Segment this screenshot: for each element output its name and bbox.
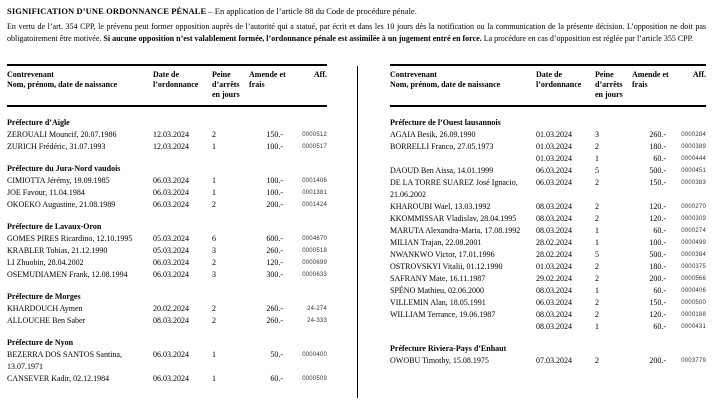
page-title	[7, 5, 706, 17]
table-row	[7, 129, 327, 141]
prefecture-section-title: Préfecture de Morges	[7, 292, 81, 301]
contrevenant-cell: OWOBU Timothy, 15.08.1975	[390, 356, 489, 365]
notice-title-suffix: – En application de l’article 88 du Code de procédure pénale.	[206, 6, 417, 16]
header-amende: Amende et frais	[249, 70, 286, 89]
table-row	[7, 315, 327, 327]
aff-number-cell: 0000389	[681, 144, 706, 150]
table-row	[390, 225, 706, 237]
right-table	[390, 64, 706, 367]
date-ordonnance-cell: 08.03.2024	[536, 310, 572, 319]
peine-arrets-cell: 1	[595, 154, 599, 163]
peine-arrets-cell: 1	[595, 238, 599, 247]
aff-number-cell: 0000633	[302, 272, 327, 278]
contrevenant-cell: JOE Favour, 11.04.1984	[7, 188, 85, 197]
header-date: Date de l’ordonnance	[153, 70, 199, 89]
date-ordonnance-cell: 29.02.2024	[536, 274, 572, 283]
header-peine: Peine d’arrêts en jours	[595, 70, 623, 99]
aff-number-cell: 0000512	[302, 132, 327, 138]
aff-number-cell: 0000188	[681, 312, 706, 318]
prefecture-section-title: Préfecture de l’Ouest lausannois	[390, 118, 501, 127]
contrevenant-cell: WILLIAM Terrance, 19.06.1987	[390, 310, 496, 319]
aff-number-cell: 0000270	[681, 204, 706, 210]
date-ordonnance-cell: 06.03.2024	[153, 350, 189, 359]
amende-frais-cell: 120.-	[649, 310, 666, 319]
contrevenant-cell: SAFRANY Mate, 16.11.1987	[390, 274, 486, 283]
header-aff: Aff.	[313, 70, 327, 79]
peine-arrets-cell: 2	[212, 316, 216, 325]
aff-number-cell: 0000566	[681, 276, 706, 282]
contrevenant-cell: SPÉNO Mathieu, 02.06.2000	[390, 286, 484, 295]
table-row	[7, 141, 327, 153]
contrevenant-cell: DE LA TORRE SUAREZ José Ignacio, 21.06.2002	[390, 178, 518, 199]
legal-intro-paragraph	[7, 21, 706, 44]
peine-arrets-cell: 2	[595, 262, 599, 271]
contrevenant-cell: BORRELLI Franco, 27.05.1973	[390, 142, 494, 151]
table-row	[7, 245, 327, 257]
prefecture-section-title: Préfecture Riviera-Pays d’Enhaut	[390, 344, 507, 353]
contrevenant-cell: NWANKWO Victor, 17.01.1996	[390, 250, 495, 259]
aff-number-cell: 0001381	[302, 190, 327, 196]
amende-frais-cell: 200.-	[266, 200, 283, 209]
contrevenant-cell: MILIAN Trajan, 22.08.2001	[390, 238, 482, 247]
intro-text-1: En vertu de l’art. 354 CPP, le prévenu peut former opposition auprès de l’autorité qui a statué, par écrit et dans les 10 jours dès la notification ou la communication de la présente décision. L’opposition ne doit pas obligatoirement être motivée.	[7, 22, 706, 43]
date-ordonnance-cell: 01.03.2024	[536, 154, 572, 163]
table-row	[390, 201, 706, 213]
peine-arrets-cell: 2	[595, 178, 599, 187]
date-ordonnance-cell: 06.03.2024	[153, 374, 189, 383]
amende-frais-cell: 200.-	[649, 356, 666, 365]
peine-arrets-cell: 2	[212, 130, 216, 139]
contrevenant-cell: MARUTA Alexandra-Maria, 17.08.1992	[390, 226, 521, 235]
contrevenant-cell: KHARDOUCH Aymen	[7, 304, 83, 313]
table-row	[7, 175, 327, 187]
table-row	[7, 233, 327, 245]
amende-frais-cell: 60.-	[653, 322, 666, 331]
aff-number-cell: 0000499	[681, 240, 706, 246]
amende-frais-cell: 260.-	[266, 316, 283, 325]
header-contrevenant-line1: Contrevenant	[390, 70, 437, 79]
table-row	[7, 269, 327, 281]
peine-arrets-cell: 3	[595, 130, 599, 139]
table-row	[390, 153, 706, 165]
contrevenant-cell: KRABLER Tobias, 21.12.1990	[7, 246, 108, 255]
aff-number-cell: 0000309	[681, 216, 706, 222]
amende-frais-cell: 120.-	[649, 214, 666, 223]
table-row	[7, 303, 327, 315]
table-row	[390, 355, 706, 367]
amende-frais-cell: 180.-	[649, 142, 666, 151]
table-row	[390, 273, 706, 285]
table-row	[390, 249, 706, 261]
date-ordonnance-cell: 08.03.2024	[536, 226, 572, 235]
contrevenant-cell: ZEROUALI Mouncif, 20.07.1986	[7, 130, 117, 139]
header-aff: Aff.	[692, 70, 706, 79]
amende-frais-cell: 200.-	[649, 274, 666, 283]
table-row	[390, 237, 706, 249]
amende-frais-cell: 120.-	[649, 202, 666, 211]
header-date: Date de l’ordonnance	[536, 70, 582, 89]
contrevenant-cell: KKOMMISSAR Vladislav, 28.04.1995	[390, 214, 517, 223]
date-ordonnance-cell: 28.02.2024	[536, 250, 572, 259]
date-ordonnance-cell: 07.03.2024	[536, 356, 572, 365]
header-contrevenant-line2: Nom, prénom, date de naissance	[7, 80, 118, 89]
date-ordonnance-cell: 08.03.2024	[153, 316, 189, 325]
peine-arrets-cell: 1	[212, 142, 216, 151]
aff-number-cell: 0000518	[302, 248, 327, 254]
amende-frais-cell: 60.-	[270, 374, 283, 383]
date-ordonnance-cell: 28.02.2024	[536, 238, 572, 247]
table-row	[7, 349, 327, 373]
amende-frais-cell: 260.-	[266, 304, 283, 313]
notice-title: SIGNIFICATION D’UNE ORDONNANCE PÉNALE	[7, 6, 207, 16]
aff-number-cell: 0000431	[681, 324, 706, 330]
aff-number-cell: 24-333	[307, 318, 327, 324]
intro-text-bold: Si aucune opposition n’est valablement formée, l’ordonnance pénale est assimilée à un jugement entré en force.	[103, 33, 482, 43]
table-row	[7, 257, 327, 269]
tables-area	[0, 64, 713, 408]
prefecture-section-title: Préfecture de Nyon	[7, 338, 74, 347]
table-row	[390, 165, 706, 177]
date-ordonnance-cell: 06.03.2024	[536, 178, 572, 187]
left-table	[7, 64, 327, 385]
aff-number-cell: 0000500	[681, 300, 706, 306]
amende-frais-cell: 180.-	[649, 262, 666, 271]
table-row	[390, 129, 706, 141]
date-ordonnance-cell: 01.03.2024	[536, 130, 572, 139]
peine-arrets-cell: 2	[595, 202, 599, 211]
date-ordonnance-cell: 01.03.2024	[536, 142, 572, 151]
peine-arrets-cell: 2	[212, 200, 216, 209]
aff-number-cell: 0000699	[302, 260, 327, 266]
contrevenant-cell: VILLEMIN Alan, 18.05.1991	[390, 298, 486, 307]
amende-frais-cell: 260.-	[649, 130, 666, 139]
contrevenant-cell: BEZERRA DOS SANTOS Santina, 13.07.1971	[7, 350, 122, 371]
date-ordonnance-cell: 05.03.2024	[153, 246, 189, 255]
date-ordonnance-cell: 08.03.2024	[536, 214, 572, 223]
contrevenant-cell: AGAIA Besik, 26.09.1990	[390, 130, 476, 139]
date-ordonnance-cell: 01.03.2024	[536, 262, 572, 271]
date-ordonnance-cell: 08.03.2024	[536, 322, 572, 331]
amende-frais-cell: 150.-	[649, 178, 666, 187]
date-ordonnance-cell: 08.03.2024	[536, 286, 572, 295]
date-ordonnance-cell: 06.03.2024	[153, 258, 189, 267]
peine-arrets-cell: 3	[212, 270, 216, 279]
table-row	[390, 141, 706, 153]
aff-number-cell: 24-274	[307, 306, 327, 312]
contrevenant-cell: LI Zhuobin, 28.04.2002	[7, 258, 84, 267]
peine-arrets-cell: 6	[212, 234, 216, 243]
date-ordonnance-cell: 06.03.2024	[153, 176, 189, 185]
intro-text-2: La procédure en cas d’opposition est réglée par l’article 355 CPP.	[481, 33, 694, 43]
table-row	[390, 297, 706, 309]
table-row	[390, 309, 706, 321]
date-ordonnance-cell: 20.02.2024	[153, 304, 189, 313]
right-table-body	[390, 117, 706, 367]
peine-arrets-cell: 1	[212, 176, 216, 185]
peine-arrets-cell: 1	[212, 350, 216, 359]
aff-number-cell: 0000383	[681, 180, 706, 186]
contrevenant-cell: GOMES PIRES Ricardino, 12.10.1995	[7, 234, 133, 243]
date-ordonnance-cell: 12.03.2024	[153, 130, 189, 139]
aff-number-cell: 0001406	[302, 178, 327, 184]
peine-arrets-cell: 2	[595, 274, 599, 283]
amende-frais-cell: 100.-	[649, 238, 666, 247]
amende-frais-cell: 120.-	[266, 258, 283, 267]
amende-frais-cell: 100.-	[266, 142, 283, 151]
left-table-body	[7, 117, 327, 385]
amende-frais-cell: 500.-	[649, 250, 666, 259]
contrevenant-cell: OKOEKO Augustine, 21.08.1989	[7, 200, 116, 209]
amende-frais-cell: 100.-	[266, 188, 283, 197]
contrevenant-cell: KHAROUBI Wael, 13.03.1992	[390, 202, 491, 211]
aff-number-cell: 0000384	[681, 252, 706, 258]
header-contrevenant-line1: Contrevenant	[7, 70, 54, 79]
peine-arrets-cell: 2	[595, 356, 599, 365]
left-table-header	[7, 64, 327, 107]
peine-arrets-cell: 1	[212, 188, 216, 197]
date-ordonnance-cell: 06.03.2024	[153, 200, 189, 209]
peine-arrets-cell: 3	[212, 246, 216, 255]
aff-number-cell: 0000274	[681, 228, 706, 234]
prefecture-section-title: Préfecture du Jura-Nord vaudois	[7, 164, 121, 173]
amende-frais-cell: 50.-	[270, 350, 283, 359]
header-contrevenant	[7, 70, 153, 100]
header-contrevenant	[390, 70, 536, 100]
peine-arrets-cell: 2	[595, 310, 599, 319]
aff-number-cell: 0000375	[681, 264, 706, 270]
aff-number-cell: 0000509	[302, 376, 327, 382]
date-ordonnance-cell: 05.03.2024	[153, 234, 189, 243]
peine-arrets-cell: 1	[595, 286, 599, 295]
table-row	[390, 213, 706, 225]
peine-arrets-cell: 5	[595, 250, 599, 259]
table-row	[7, 187, 327, 199]
date-ordonnance-cell: 12.03.2024	[153, 142, 189, 151]
peine-arrets-cell: 2	[595, 214, 599, 223]
aff-number-cell: 0000444	[681, 156, 706, 162]
peine-arrets-cell: 2	[212, 304, 216, 313]
amende-frais-cell: 60.-	[653, 226, 666, 235]
table-row	[390, 285, 706, 297]
prefecture-section-title: Préfecture de Lavaux-Oron	[7, 222, 102, 231]
contrevenant-cell: ALLOUCHE Ben Saber	[7, 316, 86, 325]
aff-number-cell: 0000406	[681, 288, 706, 294]
aff-number-cell: 0003779	[681, 358, 706, 364]
amende-frais-cell: 60.-	[653, 286, 666, 295]
table-row	[390, 177, 706, 201]
table-row	[390, 261, 706, 273]
date-ordonnance-cell: 06.03.2024	[153, 270, 189, 279]
header-amende: Amende et frais	[632, 70, 669, 89]
amende-frais-cell: 60.-	[653, 154, 666, 163]
contrevenant-cell: OSEMUDIAMEN Frank, 12.08.1994	[7, 270, 128, 279]
table-row	[390, 321, 706, 333]
amende-frais-cell: 260.-	[266, 246, 283, 255]
peine-arrets-cell: 2	[595, 298, 599, 307]
contrevenant-cell: DAOUD Ben Aissa, 14.01.1999	[390, 166, 494, 175]
contrevenant-cell: CANSEVER Kadir, 02.12.1984	[7, 374, 110, 383]
prefecture-section-title: Préfecture d’Aigle	[7, 118, 70, 127]
amende-frais-cell: 600.-	[266, 234, 283, 243]
date-ordonnance-cell: 06.03.2024	[153, 188, 189, 197]
contrevenant-cell: OSTROVSKYI Vitalii, 01.12.1990	[390, 262, 503, 271]
amende-frais-cell: 150.-	[266, 130, 283, 139]
aff-number-cell: 0000284	[681, 132, 706, 138]
aff-number-cell: 0004670	[302, 236, 327, 242]
peine-arrets-cell: 2	[212, 258, 216, 267]
aff-number-cell: 0000400	[302, 352, 327, 358]
aff-number-cell: 0001424	[302, 202, 327, 208]
peine-arrets-cell: 1	[212, 374, 216, 383]
amende-frais-cell: 300.-	[266, 270, 283, 279]
amende-frais-cell: 100.-	[266, 176, 283, 185]
header-peine: Peine d’arrêts en jours	[212, 70, 240, 99]
peine-arrets-cell: 1	[595, 226, 599, 235]
aff-number-cell: 0000517	[302, 144, 327, 150]
table-row	[7, 199, 327, 211]
date-ordonnance-cell: 08.03.2024	[536, 202, 572, 211]
date-ordonnance-cell: 06.03.2024	[536, 298, 572, 307]
column-divider	[357, 66, 358, 398]
right-table-header	[390, 64, 706, 107]
contrevenant-cell: ZURICH Frédéric, 31.07.1993	[7, 142, 106, 151]
aff-number-cell: 0000451	[681, 168, 706, 174]
peine-arrets-cell: 5	[595, 166, 599, 175]
date-ordonnance-cell: 06.03.2024	[536, 166, 572, 175]
notice-header	[7, 5, 706, 44]
amende-frais-cell: 500.-	[649, 166, 666, 175]
contrevenant-cell: CIMIOTTA Jérémy, 19.09.1985	[7, 176, 110, 185]
peine-arrets-cell: 2	[595, 142, 599, 151]
peine-arrets-cell: 1	[595, 322, 599, 331]
header-contrevenant-line2: Nom, prénom, date de naissance	[390, 80, 501, 89]
table-row	[7, 373, 327, 385]
amende-frais-cell: 150.-	[649, 298, 666, 307]
